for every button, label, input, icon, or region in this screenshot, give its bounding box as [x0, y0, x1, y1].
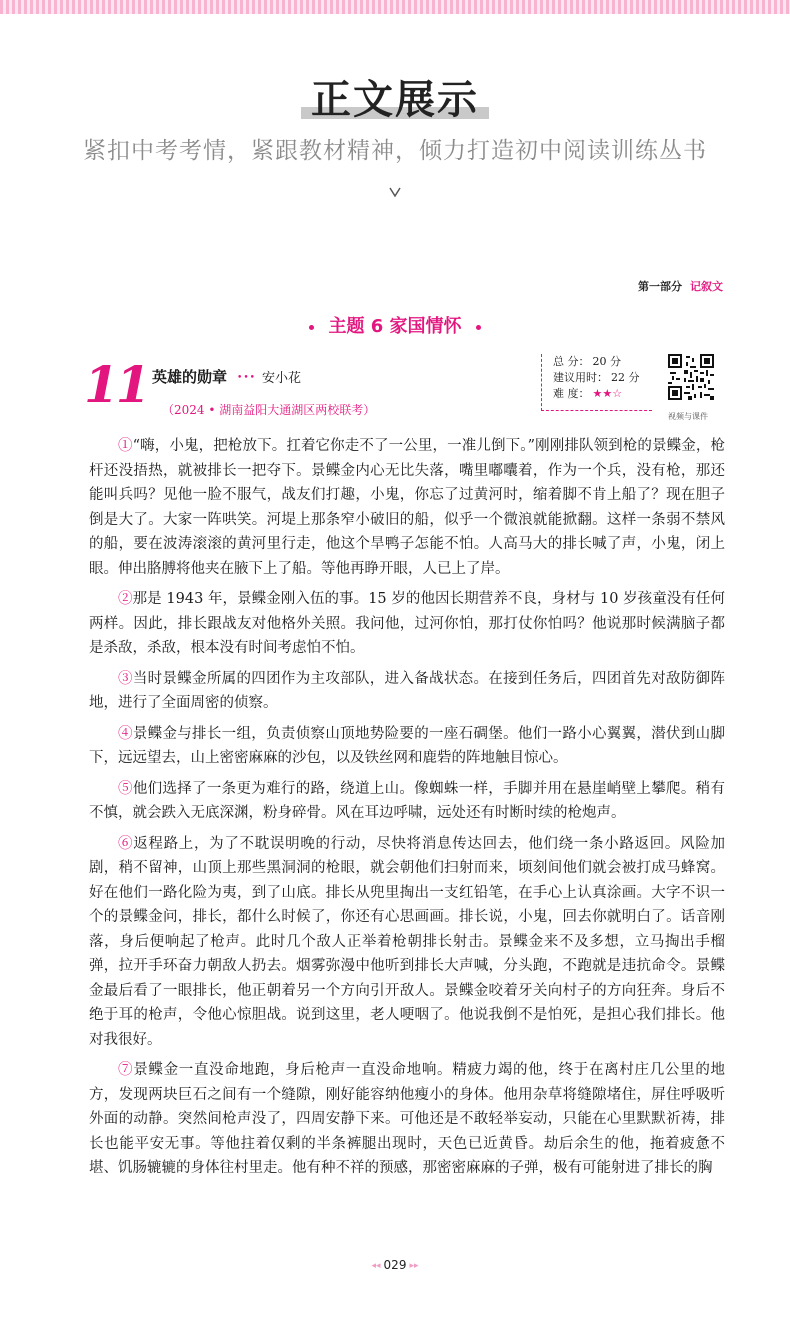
paragraph-text: 他们选择了一条更为难行的路，绕道上山。像蜘蛛一样，手脚并用在悬崖峭壁上攀爬。稍有不慎，就会跌入无底深渊，粉身碎骨。风在耳边呼啸，远处还有时断时续的枪炮声。	[89, 780, 725, 821]
paragraph-text: 那是 1943 年，景鲽金刚入伍的事。15 岁的他因长期营养不良，身材与 10 岁孩童没有任何两样。因此，排长跟战友对他格外关照。我问他，过河你怕，那打仗你怕吗？他说那时候满脑子都是杀敌，杀敌，根本没有时间考虑怕不怕。	[89, 591, 725, 656]
difficulty-stars-icon: ★★☆	[592, 387, 623, 400]
bullet-dot-icon	[476, 325, 481, 330]
paragraph-text: 景鲽金与排长一组，负责侦察山顶地势险要的一座石碉堡。他们一路小心翼翼，潜伏到山脚下，远远望去，山上密密麻麻的沙包，以及铁丝网和鹿砦的阵地触目惊心。	[89, 725, 725, 766]
page-number: 029	[383, 1258, 407, 1272]
paragraph	[89, 832, 725, 1053]
paragraph-number: ①	[118, 438, 133, 454]
section-kind: 记叙文	[690, 280, 723, 293]
paragraph	[89, 434, 725, 581]
lesson-source: （2024 • 湖南益阳大通湖区两校联考）	[162, 403, 376, 417]
theme-label: 主题 6 家国情怀	[328, 316, 462, 337]
page-footer	[0, 1258, 790, 1272]
chevron-down-icon	[385, 182, 405, 202]
bullet-dot-icon	[309, 325, 314, 330]
paragraph	[89, 667, 725, 716]
difficulty-label: 难 度：	[553, 387, 590, 400]
paragraph-text: 当时景鲽金所属的四团作为主攻部队，进入备战状态。在接到任务后，四团首先对敌防御阵地，进行了全面周密的侦察。	[89, 670, 725, 711]
lesson-number: 11	[84, 355, 148, 414]
total-score	[542, 354, 652, 370]
qr-code-icon[interactable]	[668, 354, 714, 400]
paragraph-number: ⑥	[118, 835, 134, 852]
total-label: 总 分：	[553, 355, 590, 368]
paragraph-number: ④	[118, 725, 133, 742]
lesson-author: 安小花	[261, 371, 301, 386]
section-part: 第一部分	[638, 280, 682, 293]
header	[0, 68, 790, 125]
paragraph-text: 景鲽金一直没命地跑，身后枪声一直没命地响。精疲力竭的他，终于在离村庄几公里的地方，发现两块巨石之间有一个缝隙，刚好能容纳他瘦小的身体。他用杂草将缝隙堵住，屏住呼吸听外面的动静。突然间枪声没了，四周安静下来。可他还是不敢轻举妄动，只能在心里默默祈祷，排长也能平安无事。等他拄着仅剩的半条裤腿出现时，天色已近黄昏。劫后余生的他，拖着疲惫不堪、饥肠辘辘的身体往村里走。他有种不祥的预感，那密密麻麻的子弹，极有可能射进了排长的胸	[89, 1062, 726, 1176]
paragraph	[89, 1058, 725, 1181]
paragraph-text: “嗨，小鬼，把枪放下。扛着它你走不了一公里，一准儿倒下。”刚刚排队领到枪的景鲽金，枪杆还没捂热，就被排长一把夺下。景鲽金内心无比失落，嘴里嘟囔着，作为一个兵，没有枪，那还能叫兵吗？见他一脸不服气，战友们打趣，小鬼，你忘了过黄河时，缩着脚不肯上船了？现在胆子倒是大了。大家一阵哄笑。河堤上那条窄小破旧的船，似乎一个微浪就能掀翻。这样一条弱不禁风的船，要在波涛滚滚的黄河里行走，他这个旱鸭子怎能不怕。人高马大的排长喊了声，小鬼，闭上眼。伸出胳膊将他夹在腋下上了船。等他再睁开眼，人已上了岸。	[89, 438, 726, 577]
suggested-time	[542, 370, 652, 386]
double-arrow-right-icon: ▸▸	[409, 1260, 419, 1271]
article-body	[89, 434, 725, 1187]
title-separator-dots: •••	[237, 372, 256, 383]
time-value: 22 分	[611, 371, 640, 384]
paragraph-number: ②	[118, 591, 133, 607]
section-label	[638, 278, 723, 294]
page-subtitle: 紧扣中考考情，紧跟教材精神，倾力打造初中阅读训练丛书	[83, 138, 707, 164]
paragraph-number: ⑤	[118, 780, 133, 797]
difficulty	[542, 386, 652, 402]
paragraph-number: ③	[118, 670, 133, 687]
lesson-title-row	[152, 366, 301, 387]
page-title	[311, 68, 479, 125]
page-title-text: 正文展示	[311, 77, 479, 123]
theme-heading	[0, 312, 790, 338]
paragraph	[89, 777, 725, 826]
paragraph	[89, 722, 725, 771]
paragraph-number: ⑦	[118, 1062, 134, 1078]
double-arrow-left-icon: ◂◂	[371, 1260, 381, 1271]
paragraph-text: 返程路上，为了不耽误明晚的行动，尽快将消息传达回去，他们绕一条小路返回。风险加剧，稍不留神，山顶上那些黑洞洞的枪眼，就会朝他们扫射而来，顷刻间他们就会被打成马蜂窝。好在他们一路化险为夷，到了山底。排长从兜里掏出一支红铅笔，在手心上认真涂画。大字不识一个的景鲽金问，排长，都什么时候了，你还有心思画画。排长说，小鬼，回去你就明白了。话音刚落，身后便响起了枪声。此时几个敌人正举着枪朝排长射击。景鲽金来不及多想，立马掏出手榴弹，拉开手环奋力朝敌人扔去。烟雾弥漫中他听到排长大声喊，分头跑，不跑就是违抗命令。景鲽金最后看了一眼排长，他正朝着另一个方向引开敌人。景鲽金咬着牙关向村子的方向狂奔。身后不绝于耳的枪声，令他心惊胆战。说到这里，老人哽咽了。他说我倒不是怕死，是担心我们排长。他对我很好。	[89, 835, 726, 1048]
time-label: 建议用时：	[553, 371, 608, 384]
qr-caption: 视频与课件	[668, 412, 708, 421]
top-decorative-stripe	[0, 0, 790, 14]
paragraph	[89, 587, 725, 661]
lesson-title: 英雄的勋章	[152, 368, 228, 386]
total-value: 20 分	[592, 355, 621, 368]
score-info-box	[541, 354, 652, 411]
